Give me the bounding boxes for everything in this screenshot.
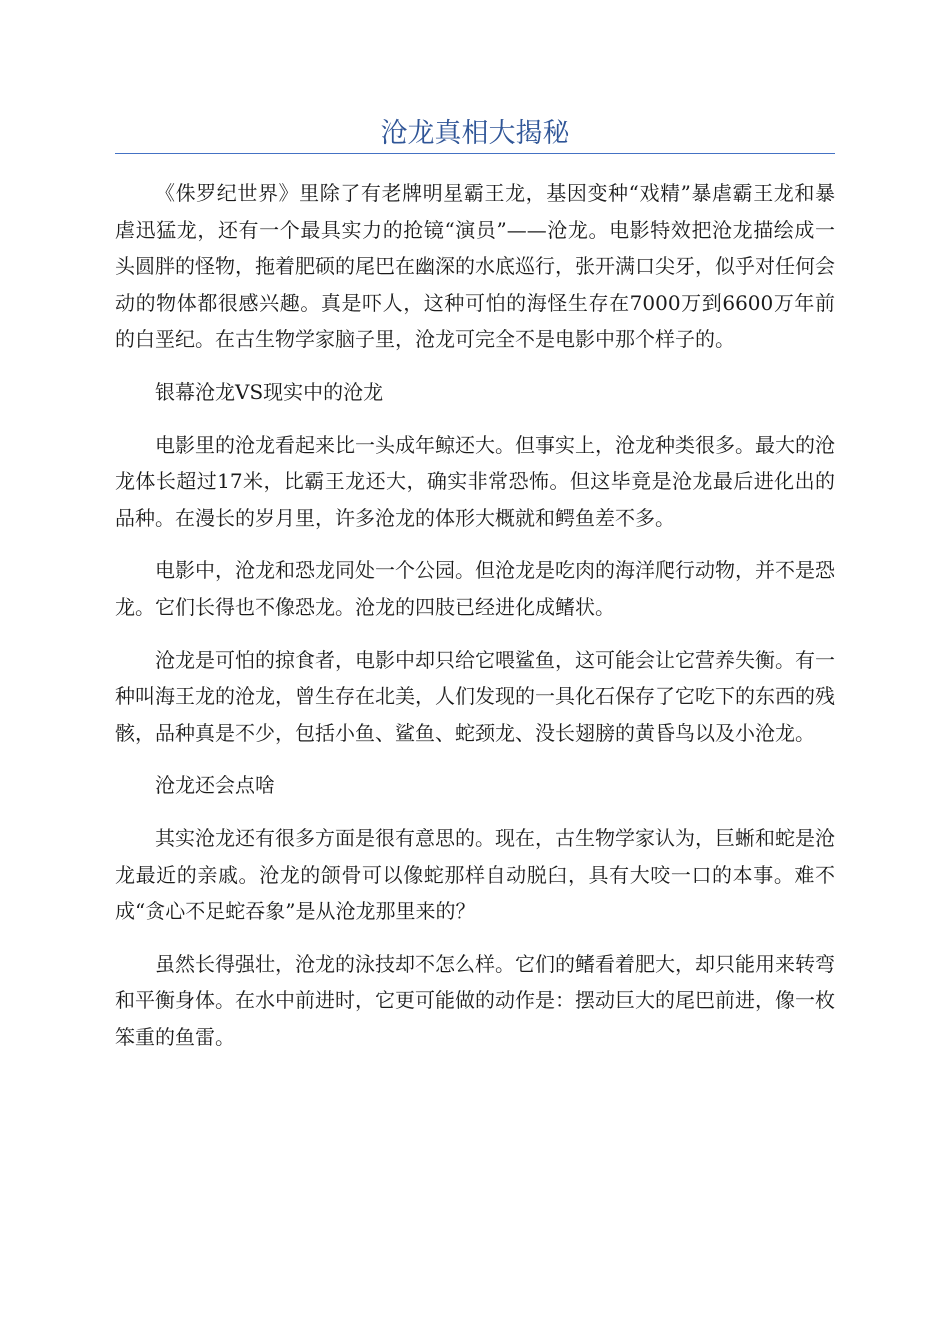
paragraph-intro: 《侏罗纪世界》里除了有老牌明星霸王龙，基因变种“戏精”暴虐霸王龙和暴虐迅猛龙，还有一个最具实力的抢镜“演员”——沧龙。电影特效把沧龙描绘成一头圆胖的怪物，拖着肥硕的尾巴在幽深的水底巡行，张开满口尖牙，似乎对任何会动的物体都很感兴趣。真是吓人，这种可怕的海怪生存在7000万到6600万年前的白垩纪。在古生物学家脑子里，沧龙可完全不是电影中那个样子的。 — [115, 181, 835, 352]
document-body — [115, 175, 835, 1071]
paragraph-diet: 沧龙是可怕的掠食者，电影中却只给它喂鲨鱼，这可能会让它营养失衡。有一种叫海王龙的沧龙，曾生存在北美，人们发现的一具化石保存了它吃下的东西的残骸，品种真是不少，包括小鱼、鲨鱼、蛇颈龙、没长翅膀的黄昏鸟以及小沧龙。 — [115, 647, 835, 745]
document-title: 沧龙真相大揭秘 — [380, 118, 570, 149]
title-underline — [115, 153, 835, 154]
paragraph-not-dinosaur: 电影中，沧龙和恐龙同处一个公园。但沧龙是吃肉的海洋爬行动物，并不是恐龙。它们长得也不像恐龙。沧龙的四肢已经进化成鳍状。 — [115, 558, 835, 619]
paragraph-swimming: 虽然长得强壮，沧龙的泳技却不怎么样。它们的鳍看着肥大，却只能用来转弯和平衡身体。在水中前进时，它更可能做的动作是：摆动巨大的尾巴前进，像一枚笨重的鱼雷。 — [115, 951, 835, 1049]
paragraph-relatives: 其实沧龙还有很多方面是很有意思的。现在，古生物学家认为，巨蜥和蛇是沧龙最近的亲戚。沧龙的颌骨可以像蛇那样自动脱臼，具有大咬一口的本事。难不成“贪心不足蛇吞象”是从沧龙那里来的？ — [115, 825, 835, 924]
section-heading-screen-vs-reality: 银幕沧龙VS现实中的沧龙 — [155, 379, 384, 404]
paragraph-size: 电影里的沧龙看起来比一头成年鲸还大。但事实上，沧龙种类很多。最大的沧龙体长超过17米，比霸王龙还大，确实非常恐怖。但这毕竟是沧龙最后进化出的品种。在漫长的岁月里，许多沧龙的体形大概就和鳄鱼差不多。 — [115, 432, 835, 530]
section-heading-what-else: 沧龙还会点啥 — [155, 773, 275, 798]
